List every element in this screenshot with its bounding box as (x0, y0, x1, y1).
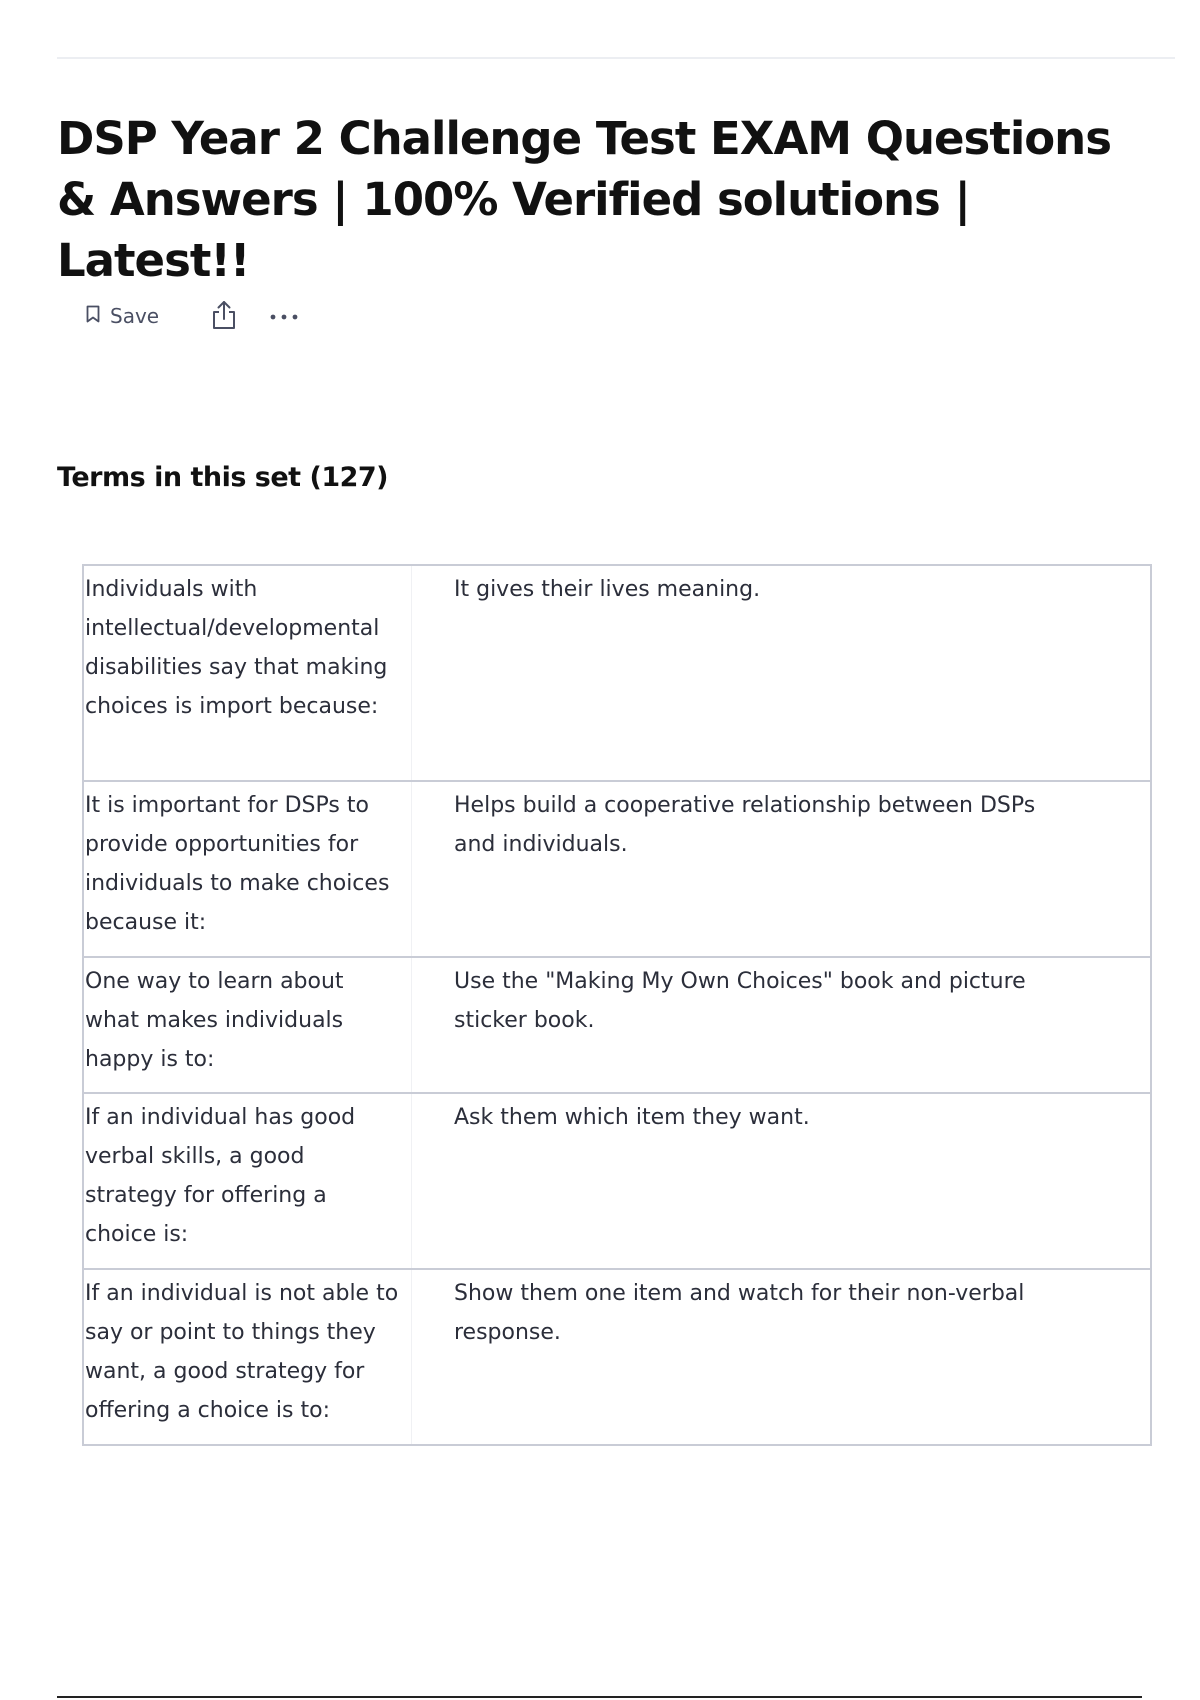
term-cell: It is important for DSPs to provide opportunities for individuals to make choices because it: (83, 781, 412, 957)
term-cell: If an individual is not able to say or point to things they want, a good strategy for offering a choice is to: (83, 1269, 412, 1445)
table-row (83, 1093, 1151, 1269)
table-row (83, 565, 1151, 781)
definition-cell: It gives their lives meaning. (412, 565, 1152, 781)
definition-cell: Ask them which item they want. (412, 1093, 1152, 1269)
share-button[interactable] (211, 300, 237, 333)
action-toolbar (86, 296, 299, 336)
table-row (83, 781, 1151, 957)
term-cell: One way to learn about what makes individuals happy is to: (83, 957, 412, 1093)
more-options-icon (269, 309, 299, 324)
page-title: DSP Year 2 Challenge Test EXAM Questions & Answers | 100% Verified solutions | Latest!! (57, 112, 1111, 287)
definition-cell: Show them one item and watch for their non-verbal response. (412, 1269, 1152, 1445)
bottom-divider (57, 1696, 1142, 1698)
bookmark-icon (86, 304, 100, 328)
save-button[interactable] (86, 304, 159, 328)
table-row (83, 1269, 1151, 1445)
more-options-button[interactable] (269, 309, 299, 324)
top-divider (57, 57, 1175, 59)
share-icon (211, 300, 237, 333)
term-cell: If an individual has good verbal skills, a good strategy for offering a choice is: (83, 1093, 412, 1269)
definition-cell: Use the "Making My Own Choices" book and picture sticker book. (412, 957, 1152, 1093)
save-label: Save (110, 304, 160, 328)
definition-cell: Helps build a cooperative relationship between DSPs and individuals. (412, 781, 1152, 957)
term-cell: Individuals with intellectual/developmental disabilities say that making choices is import because: (83, 565, 412, 781)
terms-count-heading: Terms in this set (127) (57, 462, 389, 493)
terms-table (82, 564, 1152, 1446)
table-row (83, 957, 1151, 1093)
